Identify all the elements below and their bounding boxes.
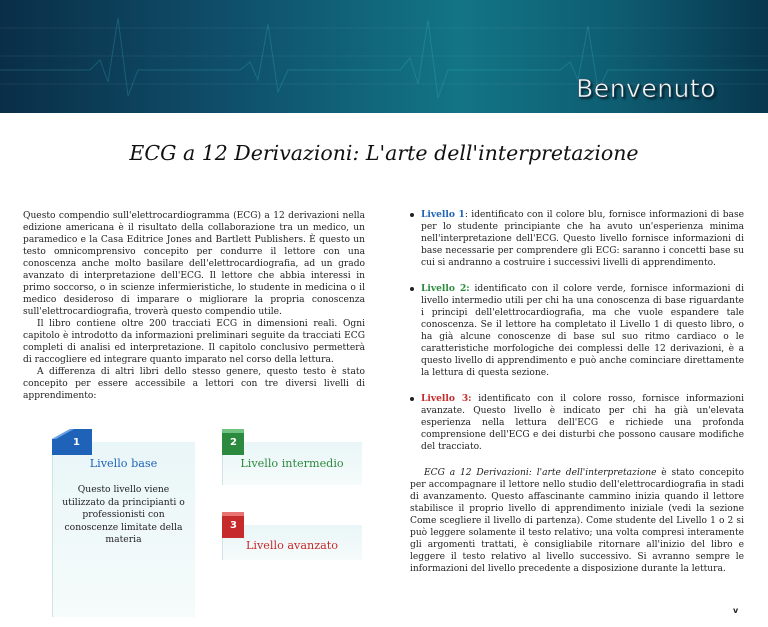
bullet-level-3-label: Livello 3: <box>421 393 472 404</box>
bullet-level-3-text: identificato con il colore rosso, fornisce informazioni avanzate. Questo livello è indicato per chi ha già un'elevata esperienza nella lettura dell'ECG e richiede una profonda comprensione dell'ECG e dei disturbi che possono causare modifiche del tracciato. <box>421 394 744 452</box>
bullet-level-3 <box>410 393 744 453</box>
bullet-level-2 <box>410 283 744 379</box>
bullet-level-1-text: : identificato con il colore blu, fornisce informazioni di base per lo studente principiante che ha avuto un'esperienza minima nell'interpretazione dell'ECG. Questo livello fornisce informazioni di base necessarie per comprendere gli ECG: saranno i concetti base su cui si andranno a costruire i successivi livelli di apprendimento. <box>421 210 744 268</box>
level-1-number: 1 <box>73 437 80 448</box>
bullet-icon <box>410 213 414 217</box>
level-box-base <box>52 427 195 617</box>
bullet-icon <box>410 397 414 401</box>
intro-text <box>23 210 365 402</box>
level-1-title: Livello base <box>89 457 158 470</box>
level-2-number: 2 <box>230 437 237 448</box>
header-banner <box>0 0 768 113</box>
intro-paragraph-3: A differenza di altri libri dello stesso genere, questo testo è stato concepito per essere accessibile a lettori con tre diversi livelli di apprendimento: <box>23 367 365 401</box>
bullet-level-1-label: Livello 1 <box>421 209 465 220</box>
closing-paragraph <box>410 467 744 575</box>
bullet-level-2-label: Livello 2: <box>421 283 470 294</box>
level-2-title: Livello intermedio <box>240 457 344 470</box>
closing-text: è stato concepito per accompagnare il lettore nello studio dell'elettrocardiografia in stadi di avanzamento. Questo affascinante cammino inizia quando il lettore stabilisce il proprio livello di apprendimento iniziale (vedi la sezione Come scegliere il livello di partenza). Come studente del Livello 1 o 2 si può leggere solamente il testo relativo; una volta compresi interamente gli argomenti trattati, è consigliabile ritornare all'inizio del libro e leggere il testo relativo al livello successivo. Si avranno sempre le informazioni del livello precedente a disposizione durante la lettura. <box>410 468 745 574</box>
page-number: v <box>733 606 739 615</box>
level-3-title: Livello avanzato <box>245 539 339 552</box>
page-title: ECG a 12 Derivazioni: L'arte dell'interpretazione <box>129 141 639 165</box>
intro-paragraph-1: Questo compendio sull'elettrocardiogramma (ECG) a 12 derivazioni nella edizione americana è il risultato della collaborazione tra un medico, un paramedico e la Casa Editrice Jones and Bartlett Publishers. È questo un testo omnicomprensivo concepito per condurre il lettore con una conoscenza anche molto basilare dell'elettrocardiografia, ad un grado avanzato di interpretazione dell'ECG. Il lettore che abbia interessi in primo soccorso, o in scienze infermieristiche, lo studente in medicina o il medico desideroso di imparare o migliorare la propria conoscenza sull'elettrocardiografia, troverà questo compendio utile. <box>23 211 365 317</box>
levels-description <box>410 209 744 575</box>
level-1-badge-icon <box>52 427 112 459</box>
level-box-intermedio <box>222 427 362 485</box>
bullet-level-2-text: identificato con il colore verde, fornisce informazioni di livello intermedio utili per chi ha una conoscenza di base riguardante i principi dell'elettrocardiografia, ma che vuole espandere tale conoscenza. Se il lettore ha completato il Livello 1 di questo libro, o ha già alcune conoscenze di base sul suo ritmo cardiaco o le caratteristiche morfologiche dei complessi delle 12 derivazioni, è a questo livello di apprendimento e può anche cominciare direttamente la lettura di questa sezione. <box>421 284 744 378</box>
intro-paragraph-2: Il libro contiene oltre 200 tracciati ECG in dimensioni reali. Ogni capitolo è introdotto da informazioni preliminari seguite da tracciati ECG completi di analisi ed interpretazione. Il capitolo conclusivo permetterà di raccogliere ed integrare quanto imparato nel corso della lettura. <box>23 319 365 365</box>
level-box-avanzato <box>222 510 362 560</box>
level-3-number: 3 <box>230 520 237 531</box>
bullet-level-1 <box>410 209 744 269</box>
closing-book-title: ECG a 12 Derivazioni: l'arte dell'interpretazione <box>424 468 657 478</box>
bullet-icon <box>410 287 414 291</box>
banner-title: Benvenuto <box>576 74 716 103</box>
level-1-description: Questo livello viene utilizzato da principianti o professionisti con conoscenze limitate della materia <box>62 484 185 545</box>
